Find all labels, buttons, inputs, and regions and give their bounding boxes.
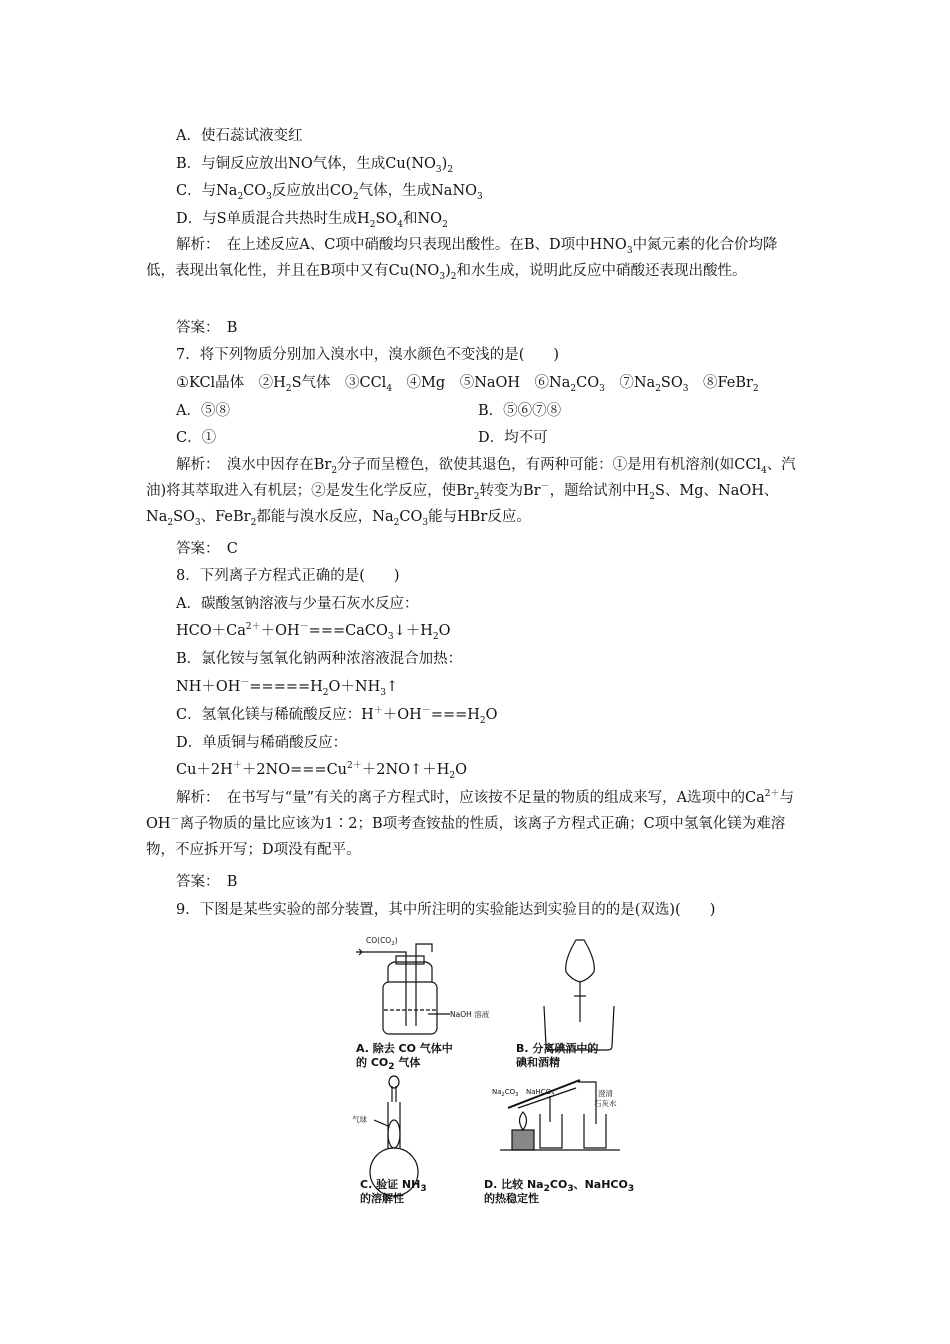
fig-b-caption-1: B. 分离碘酒中的 xyxy=(516,1042,599,1055)
q6-option-c: C．与$Na_2CO_3$反应放出$CO_2$气体，生成NaNO$_3$ xyxy=(176,183,483,202)
fig-d-limewater-label-2: 石灰水 xyxy=(594,1099,617,1108)
apparatus-figure xyxy=(350,930,650,1210)
q8-analysis: 解析： 在书写与“量”有关的离子方程式时，应该按不足量的物质的组成来写，A选项中的$Ca^{2+}$与OH－离子物质的量比应该为1∶2；B项考查铵盐的性质，该离子方程式正确；C项中氢氧化镁为难溶物，不应拆开写；D项没有配平。 xyxy=(146,789,795,858)
q7-option-b: B．⑤⑥⑦⑧ xyxy=(478,403,562,419)
q6-option-b: B．与铜反应放出NO气体，生成$Cu(NO_3)_2$ xyxy=(176,156,454,175)
fig-d-flame xyxy=(520,1112,527,1130)
q8-answer: 答案： B xyxy=(176,874,238,890)
q8-option-d: D．单质铜与稀硝酸反应： xyxy=(176,735,348,751)
fig-c-balloon-label: 气球 xyxy=(352,1115,367,1124)
fig-a-caption-2: 的 $CO_2$ 气体 xyxy=(356,1056,421,1073)
q7-answer: 答案： C xyxy=(176,541,238,557)
q8-option-b-equation: $NH+OH^-=====H_2O+NH_3↑$ xyxy=(176,678,399,698)
q8-option-d-equation: $Cu+2H^++2NO===Cu^{2+}+2NO↑+H_2O$ xyxy=(176,761,467,781)
q8-option-a: A．碳酸氢钠溶液与少量石灰水反应： xyxy=(176,596,419,612)
fig-a-caption-1: A. 除去 CO 气体中 xyxy=(356,1042,453,1055)
fig-d-beaker-right xyxy=(584,1114,606,1148)
apparatus-drawing xyxy=(350,930,650,1210)
fig-a-bottle xyxy=(388,962,432,982)
fig-c-bulb xyxy=(389,1076,399,1088)
q6-option-a: A．使石蕊试液变红 xyxy=(176,128,303,144)
fig-d-caption-1: D. 比较 $Na_2CO_3$、NaHCO$_3$ xyxy=(484,1178,635,1195)
q8-stem: 8．下列离子方程式正确的是( ) xyxy=(176,568,400,584)
q8-option-a-equation: $HCO+Ca^{2+}+OH^-===CaCO_3↓+H_2O$ xyxy=(176,622,451,642)
fig-d-limewater-label-1: 澄清 xyxy=(598,1089,613,1098)
fig-d-beaker-left xyxy=(540,1114,562,1148)
q8-option-c: C．氢氧化镁与稀硫酸反应：$H^++OH^-===H_2O$ xyxy=(176,706,498,726)
fig-d-caption-2: 的热稳定性 xyxy=(484,1192,539,1205)
fig-b-caption-2: 碘和酒精 xyxy=(516,1056,560,1069)
q6-answer: 答案： B xyxy=(176,320,238,336)
q7-items: ①KCl晶体 $②H_2S$气体 ③CCl$_4$ ④Mg ⑤NaOH $⑥Na_2CO_3$ $⑦Na_2SO_3$ ⑧FeBr$_2$ xyxy=(176,375,759,394)
fig-a-gas-text: $CO(CO_2)$ xyxy=(366,936,398,947)
fig-c-label-line xyxy=(374,1120,388,1126)
fig-d-burner-base xyxy=(512,1130,534,1150)
fig-b-funnel xyxy=(566,940,595,982)
fig-d-nahco3-label: NaHCO$_3$ xyxy=(526,1088,555,1098)
q7-stem: 7．将下列物质分别加入溴水中，溴水颜色不变浅的是( ) xyxy=(176,347,560,363)
fig-a-bottle-body xyxy=(383,982,437,1034)
q6-analysis: 解析： 在上述反应A、C项中硝酸均只表现出酸性。在B、D项中$HNO_3$中氮元素的化合价均降低，表现出氧化性，并且在B项中又有$Cu(NO_3)_2$和水生成，说明此反应中硝酸还表现出酸性。 xyxy=(146,237,778,282)
q8-option-b: B．氯化铵与氢氧化钠两种浓溶液混合加热： xyxy=(176,651,463,667)
q7-analysis: 解析： 溴水中因存在$Br_2$分子而呈橙色，欲使其退色，有两种可能：①是用有机溶剂(如CCl$_4$、汽油)将其萃取进入有机层；②是发生化学反应，使$Br_2$转变为Br－，题给试剂中$H_2S$、Mg、NaOH、$Na_2SO_3$、FeBr$_2$都能与溴水反应，$Na_2CO_3$能与HBr反应。 xyxy=(146,457,796,528)
fig-a-naoh-label: NaOH 溶液 xyxy=(450,1010,490,1019)
q7-option-c: C．① xyxy=(176,430,217,446)
fig-a-stopper xyxy=(396,956,424,964)
q7-option-a: A．⑤⑧ xyxy=(176,403,230,419)
q9-stem: 9．下图是某些实验的部分装置，其中所注明的实验能达到实验目的的是(双选)( ) xyxy=(176,902,716,918)
q6-option-d: D．与S单质混合共热时生成$H_2SO_4$和$NO_2$ xyxy=(176,211,448,230)
fig-c-caption-2: 的溶解性 xyxy=(360,1192,404,1205)
q7-option-d: D．均不可 xyxy=(478,430,548,446)
fig-a-arrow xyxy=(356,949,362,955)
fig-c-caption-1: C. 验证 $NH_3$ xyxy=(360,1178,427,1195)
fig-c-balloon xyxy=(388,1120,400,1148)
fig-d-na2co3-label: $Na_2CO_3$ xyxy=(492,1088,519,1098)
fig-a-inlet-tube xyxy=(362,952,406,1026)
